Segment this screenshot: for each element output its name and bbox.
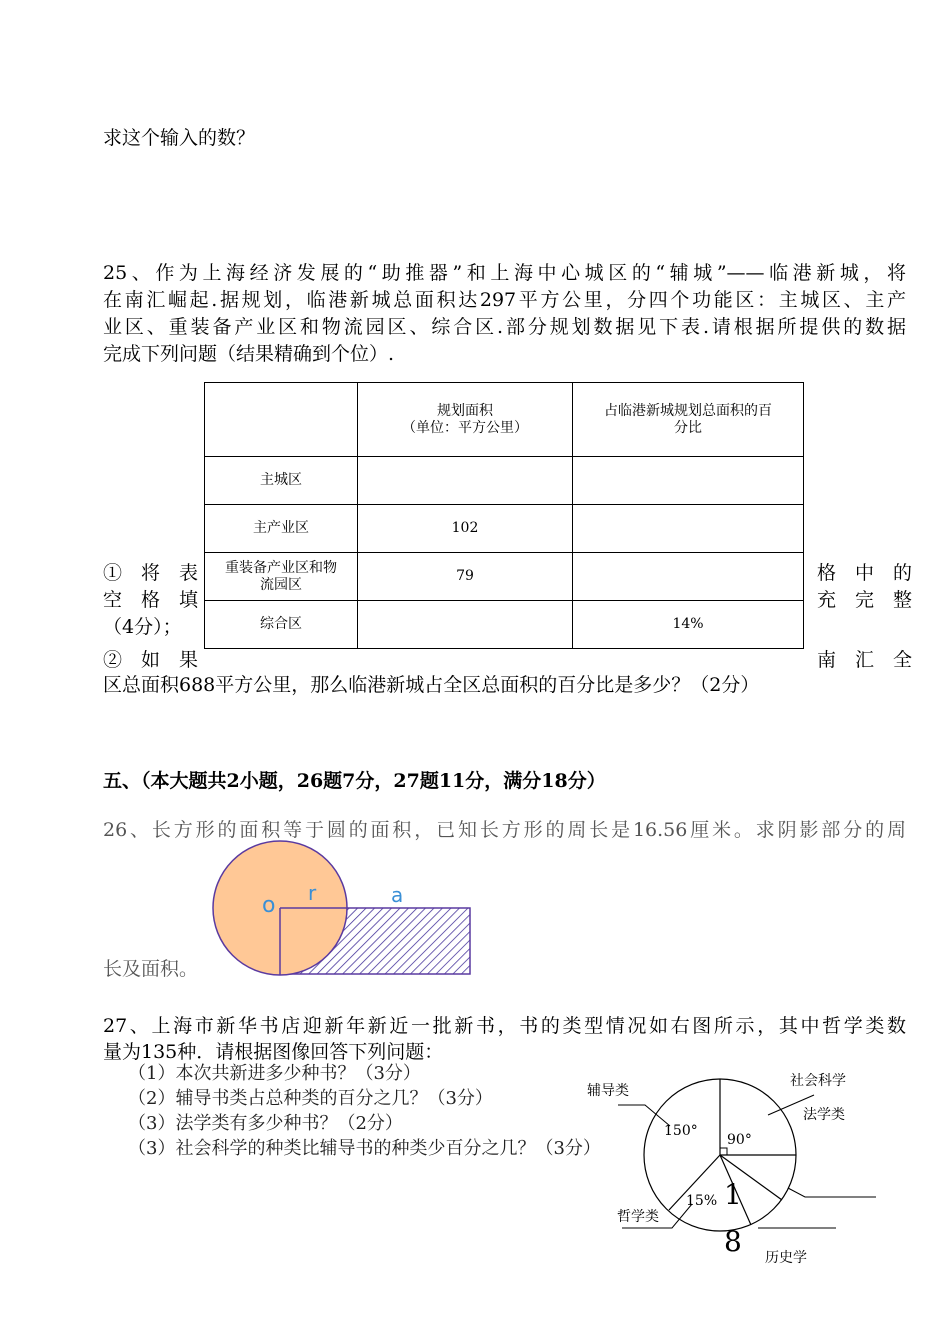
table-cell: 主城区 <box>205 457 358 505</box>
q25-sub1-right-a: 格 中 的 <box>817 562 913 584</box>
table-cell <box>573 457 804 505</box>
table-cell: 79 <box>358 553 573 601</box>
leader-fudao <box>618 1105 670 1126</box>
q25-line-1: 25、作为上海经济发展的“助推器”和上海中心城区的“辅城”——临港新城，将 <box>103 262 906 284</box>
q25-sub1-left-a: ① 将 表 <box>103 562 199 584</box>
q27-line-2: 量为135种．请根据图像回答下列问题： <box>103 1041 444 1063</box>
table-header-cell <box>205 383 358 457</box>
pie-label-history: 历史学 <box>765 1250 807 1266</box>
q27-question-3: （3）法学类有多少种书？（2分） <box>128 1113 403 1134</box>
pie-label-social-science: 社会科学 <box>790 1073 846 1089</box>
table-row <box>205 457 804 505</box>
q26-figure <box>200 836 490 986</box>
table-cell: 14% <box>573 601 804 649</box>
q25-sub2-right: 南 汇 全 <box>817 649 913 671</box>
table-row <box>205 601 804 649</box>
pie-annotation-8: 8 <box>724 1225 742 1258</box>
side-label-a: a <box>391 883 404 907</box>
q26-line-2: 长及面积。 <box>103 958 199 980</box>
intro-line: 求这个输入的数？ <box>103 127 256 149</box>
table-row <box>205 553 804 601</box>
table-cell <box>358 601 573 649</box>
q25-sub2-left: ② 如 果 <box>103 649 199 671</box>
leader-law <box>788 1188 876 1197</box>
center-label-o: o <box>262 893 276 918</box>
q27-question-1: （1）本次共新进多少种书？（3分） <box>128 1063 421 1084</box>
pie-label-law: 法学类 <box>803 1107 845 1123</box>
q25-sub1-left-b: 空 格 填 <box>103 589 199 611</box>
pie-annotation-15: 15% <box>686 1193 718 1209</box>
table-cell: 102 <box>358 505 573 553</box>
pie-annotation-90: 90° <box>727 1132 752 1148</box>
table-cell: 综合区 <box>205 601 358 649</box>
pie-annotation-150: 150° <box>664 1123 698 1139</box>
radius-label-r: r <box>308 881 317 905</box>
section-5-heading: 五、（本大题共2小题，26题7分，27题11分，满分18分） <box>103 770 606 792</box>
table-row <box>205 505 804 553</box>
q25-line-4: 完成下列问题（结果精确到个位）. <box>103 343 395 365</box>
table-cell <box>573 553 804 601</box>
pie-chart <box>600 1060 890 1280</box>
right-angle-mark <box>720 1148 727 1155</box>
pie-annotation-1: 1 <box>724 1178 742 1211</box>
table-cell: 主产业区 <box>205 505 358 553</box>
q25-line-3: 业区、重装备产业区和物流园区、综合区.部分规划数据见下表.请根据所提供的数据 <box>103 316 906 338</box>
table-cell <box>573 505 804 553</box>
table-cell: 重装备产业区和物 流园区 <box>205 553 358 601</box>
q27-question-4: （3）社会科学的种类比辅导书的种类少百分之几？（3分） <box>128 1138 601 1159</box>
q25-sub1-left-c: （4分）； <box>103 616 182 638</box>
table-header-cell: 占临港新城规划总面积的百 分比 <box>573 383 804 457</box>
planning-table <box>204 382 804 649</box>
pie-label-philosophy: 哲学类 <box>617 1209 659 1225</box>
q27-line-1: 27、上海市新华书店迎新年新近一批新书，书的类型情况如右图所示，其中哲学类数 <box>103 1015 906 1037</box>
table-header-cell: 规划面积 （单位：平方公里） <box>358 383 573 457</box>
q26-line-1: 26、长方形的面积等于圆的面积，已知长方形的周长是16.56厘米。求阴影部分的周 <box>103 819 906 841</box>
q25-line-2: 在南汇崛起.据规划，临港新城总面积达297平方公里，分四个功能区：主城区、主产 <box>103 289 906 311</box>
q25-sub1-right-b: 充 完 整 <box>817 589 913 611</box>
q27-question-2: （2）辅导书类占总种类的百分之几？（3分） <box>128 1088 493 1109</box>
table-cell <box>358 457 573 505</box>
pie-label-fudao: 辅导类 <box>587 1083 629 1099</box>
q25-sub2-line: 区总面积688平方公里，那么临港新城占全区总面积的百分比是多少？（2分） <box>103 674 760 696</box>
